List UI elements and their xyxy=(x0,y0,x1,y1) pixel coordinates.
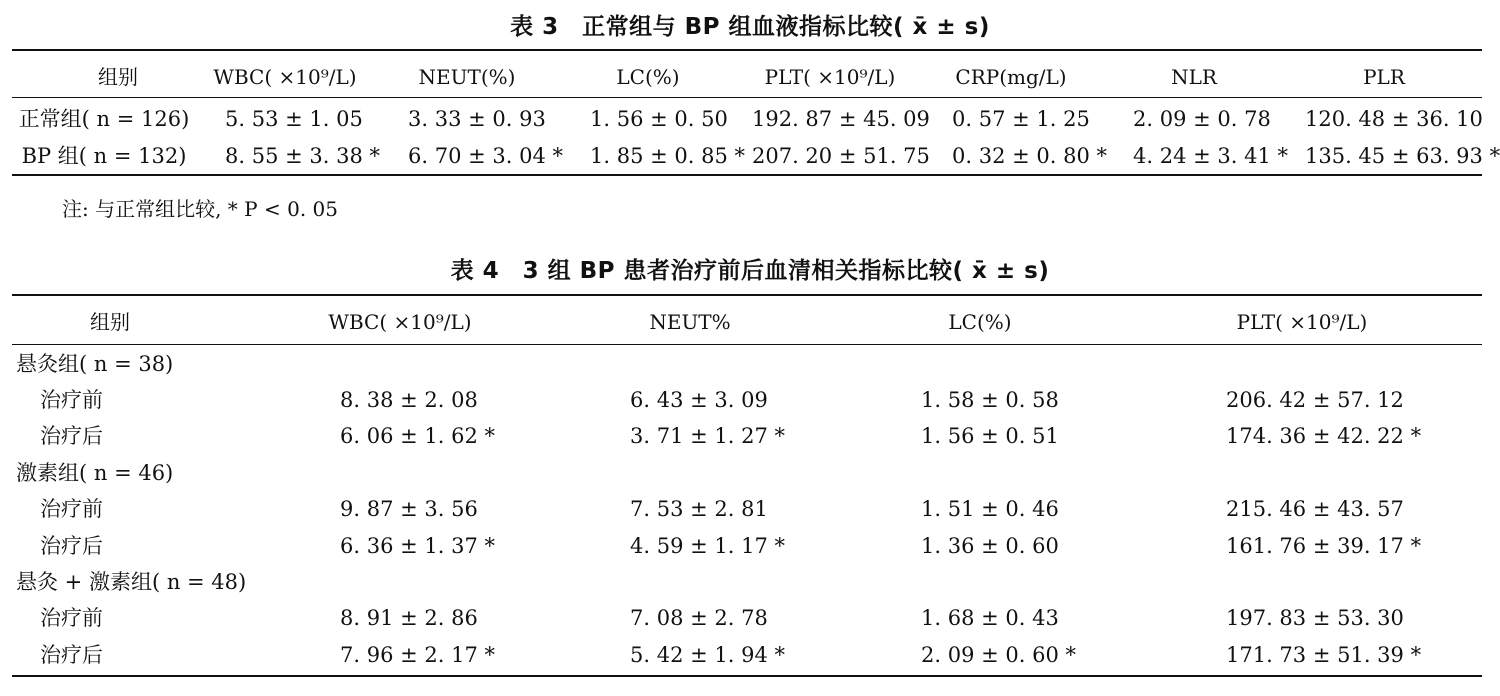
table3-note: 注: 与正常组比较, * P < 0. 05 xyxy=(62,197,338,221)
table3-caption: 表 3 正常组与 BP 组血液指标比较( x̄ ± s) xyxy=(510,14,990,40)
table4-cell: 9. 87 ± 3. 56 xyxy=(340,497,478,521)
table4-group-label: 激素组( n = 46) xyxy=(16,461,174,485)
table4-cell: 174. 36 ± 42. 22 * xyxy=(1226,424,1422,448)
table3-cell: 207. 20 ± 51. 75 xyxy=(752,144,930,168)
table4-cell: 197. 83 ± 53. 30 xyxy=(1226,606,1404,630)
table4-row-label: 治疗后 xyxy=(40,424,103,448)
table4-cell: 215. 46 ± 43. 57 xyxy=(1226,497,1404,521)
table3-header-group: 组别 xyxy=(98,65,138,89)
table3-cell: 0. 32 ± 0. 80 * xyxy=(952,144,1107,168)
table4-cell: 5. 42 ± 1. 94 * xyxy=(630,643,785,667)
table4-row-label: 治疗后 xyxy=(40,643,103,667)
table4-header-lc: LC(%) xyxy=(948,310,1012,334)
table4-group-label: 悬灸 + 激素组( n = 48) xyxy=(16,570,247,594)
table3-cell: 120. 48 ± 36. 10 xyxy=(1305,107,1483,131)
table3-cell: 0. 57 ± 1. 25 xyxy=(952,107,1090,131)
table3-cell: 6. 70 ± 3. 04 * xyxy=(408,144,563,168)
table3-bottom-rule xyxy=(12,174,1482,176)
table4-bottom-rule xyxy=(12,675,1482,677)
table3-header-rule xyxy=(12,97,1482,98)
table4-cell: 2. 09 ± 0. 60 * xyxy=(921,643,1076,667)
table3-header-plt: PLT( ×10⁹/L) xyxy=(764,65,896,89)
table4-top-rule xyxy=(12,294,1482,296)
table3-top-rule xyxy=(12,49,1482,51)
table4-cell: 1. 36 ± 0. 60 xyxy=(921,534,1059,558)
table3-row-label: BP 组( n = 132) xyxy=(21,144,187,168)
table4-header-neut: NEUT% xyxy=(649,310,731,334)
table4-cell: 1. 51 ± 0. 46 xyxy=(921,497,1059,521)
table3-cell: 8. 55 ± 3. 38 * xyxy=(225,144,380,168)
table3-header-lc: LC(%) xyxy=(616,65,680,89)
table4-cell: 171. 73 ± 51. 39 * xyxy=(1226,643,1422,667)
table4-cell: 7. 08 ± 2. 78 xyxy=(630,606,768,630)
table3-cell: 1. 85 ± 0. 85 * xyxy=(590,144,745,168)
table4-cell: 7. 96 ± 2. 17 * xyxy=(340,643,495,667)
table3-cell: 2. 09 ± 0. 78 xyxy=(1133,107,1271,131)
table3-row-label: 正常组( n = 126) xyxy=(18,107,190,131)
table4-cell: 1. 56 ± 0. 51 xyxy=(921,424,1059,448)
table4-cell: 7. 53 ± 2. 81 xyxy=(630,497,768,521)
table4-cell: 3. 71 ± 1. 27 * xyxy=(630,424,785,448)
table3-cell: 135. 45 ± 63. 93 * xyxy=(1305,144,1500,168)
table4-cell: 8. 91 ± 2. 86 xyxy=(340,606,478,630)
table4-header-plt: PLT( ×10⁹/L) xyxy=(1236,310,1368,334)
table3-header-neut: NEUT(%) xyxy=(418,65,516,89)
table3-header-wbc: WBC( ×10⁹/L) xyxy=(213,65,357,89)
table3-cell: 3. 33 ± 0. 93 xyxy=(408,107,546,131)
table3-cell: 192. 87 ± 45. 09 xyxy=(752,107,930,131)
table3-header-crp: CRP(mg/L) xyxy=(955,65,1067,89)
table4-cell: 6. 36 ± 1. 37 * xyxy=(340,534,495,558)
table3-cell: 4. 24 ± 3. 41 * xyxy=(1133,144,1288,168)
table4-cell: 206. 42 ± 57. 12 xyxy=(1226,388,1404,412)
table4-header-wbc: WBC( ×10⁹/L) xyxy=(328,310,472,334)
table4-caption: 表 4 3 组 BP 患者治疗前后血清相关指标比较( x̄ ± s) xyxy=(450,258,1050,284)
table4-cell: 4. 59 ± 1. 17 * xyxy=(630,534,785,558)
table4-cell: 1. 58 ± 0. 58 xyxy=(921,388,1059,412)
table4-cell: 6. 06 ± 1. 62 * xyxy=(340,424,495,448)
table4-header-rule xyxy=(12,344,1482,345)
table4-row-label: 治疗前 xyxy=(40,497,103,521)
table4-group-label: 悬灸组( n = 38) xyxy=(16,352,174,376)
table3-cell: 5. 53 ± 1. 05 xyxy=(225,107,363,131)
table4-cell: 6. 43 ± 3. 09 xyxy=(630,388,768,412)
table3-header-nlr: NLR xyxy=(1171,65,1217,89)
table4-row-label: 治疗前 xyxy=(40,606,103,630)
table4-row-label: 治疗前 xyxy=(40,388,103,412)
table3-header-plr: PLR xyxy=(1363,65,1405,89)
table4-header-group: 组别 xyxy=(90,310,130,334)
table4-cell: 8. 38 ± 2. 08 xyxy=(340,388,478,412)
table4-cell: 1. 68 ± 0. 43 xyxy=(921,606,1059,630)
table4-row-label: 治疗后 xyxy=(40,534,103,558)
table3-cell: 1. 56 ± 0. 50 xyxy=(590,107,728,131)
table4-cell: 161. 76 ± 39. 17 * xyxy=(1226,534,1422,558)
